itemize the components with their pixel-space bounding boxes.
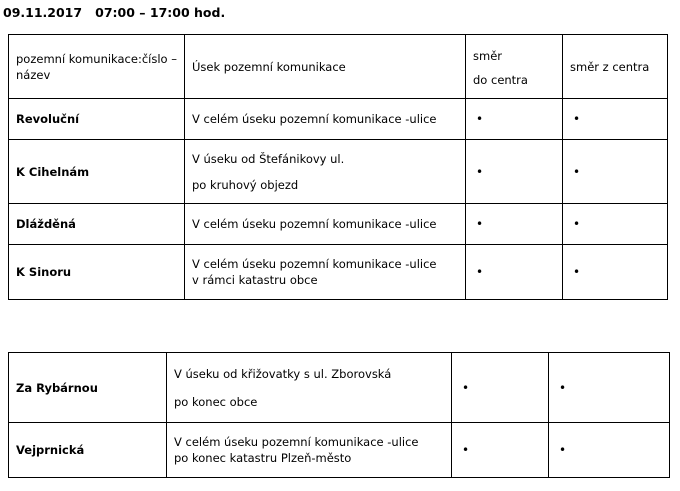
header-to-centre-line1: směr [473,49,502,63]
road-section-line1: V celém úseku pozemní komunikace -ulice [192,217,437,231]
table-row [9,99,668,140]
from-centre-mark: • [549,423,670,478]
road-section [167,353,452,423]
to-centre-mark: • [466,140,563,204]
road-name: K Sinoru [9,245,185,300]
table-row [9,204,668,245]
header-to-centre-line2: do centra [473,73,528,87]
road-section [167,423,452,478]
to-centre-mark: • [466,99,563,140]
closure-date-time: 09.11.2017 07:00 – 17:00 hod. [3,5,226,20]
road-name: Za Rybárnou [9,353,167,423]
road-section-line1: V úseku od křižovatky s ul. Zborovská [174,366,392,381]
from-centre-mark: • [563,140,668,204]
road-section-line1: V celém úseku pozemní komunikace -ulice [192,112,437,126]
road-section [185,140,466,204]
table-row [9,423,670,478]
road-section [185,204,466,245]
road-name: K Cihelnám [9,140,185,204]
closure-table-2 [8,352,670,478]
road-section-line1: V úseku od Štefánikovy ul. [192,151,345,166]
from-centre-mark: • [563,99,668,140]
closure-table-1 [8,34,668,300]
from-centre-mark: • [563,245,668,300]
to-centre-mark: • [452,353,549,423]
to-centre-mark: • [452,423,549,478]
table-header-row [9,35,668,99]
road-section-line2: po konec obce [174,394,258,409]
from-centre-mark: • [549,353,670,423]
road-section-line2: po konec katastru Plzeň-město [174,451,352,465]
header-from-centre: směr z centra [563,35,668,99]
road-section-line2: v rámci katastru obce [192,273,318,287]
road-name: Dlážděná [9,204,185,245]
road-section-line2: po kruhový objezd [192,177,299,192]
header-road-name: pozemní komunikace:číslo – název [9,35,185,99]
road-name: Vejprnická [9,423,167,478]
from-centre-mark: • [563,204,668,245]
road-section-line1: V celém úseku pozemní komunikace -ulice [174,435,419,449]
to-centre-mark: • [466,245,563,300]
road-name: Revoluční [9,99,185,140]
to-centre-mark: • [466,204,563,245]
header-road-section: Úsek pozemní komunikace [185,35,466,99]
header-to-centre [466,35,563,99]
table-row [9,353,670,423]
road-section [185,245,466,300]
table-row [9,140,668,204]
road-section-line1: V celém úseku pozemní komunikace -ulice [192,257,437,271]
table-row [9,245,668,300]
road-section [185,99,466,140]
